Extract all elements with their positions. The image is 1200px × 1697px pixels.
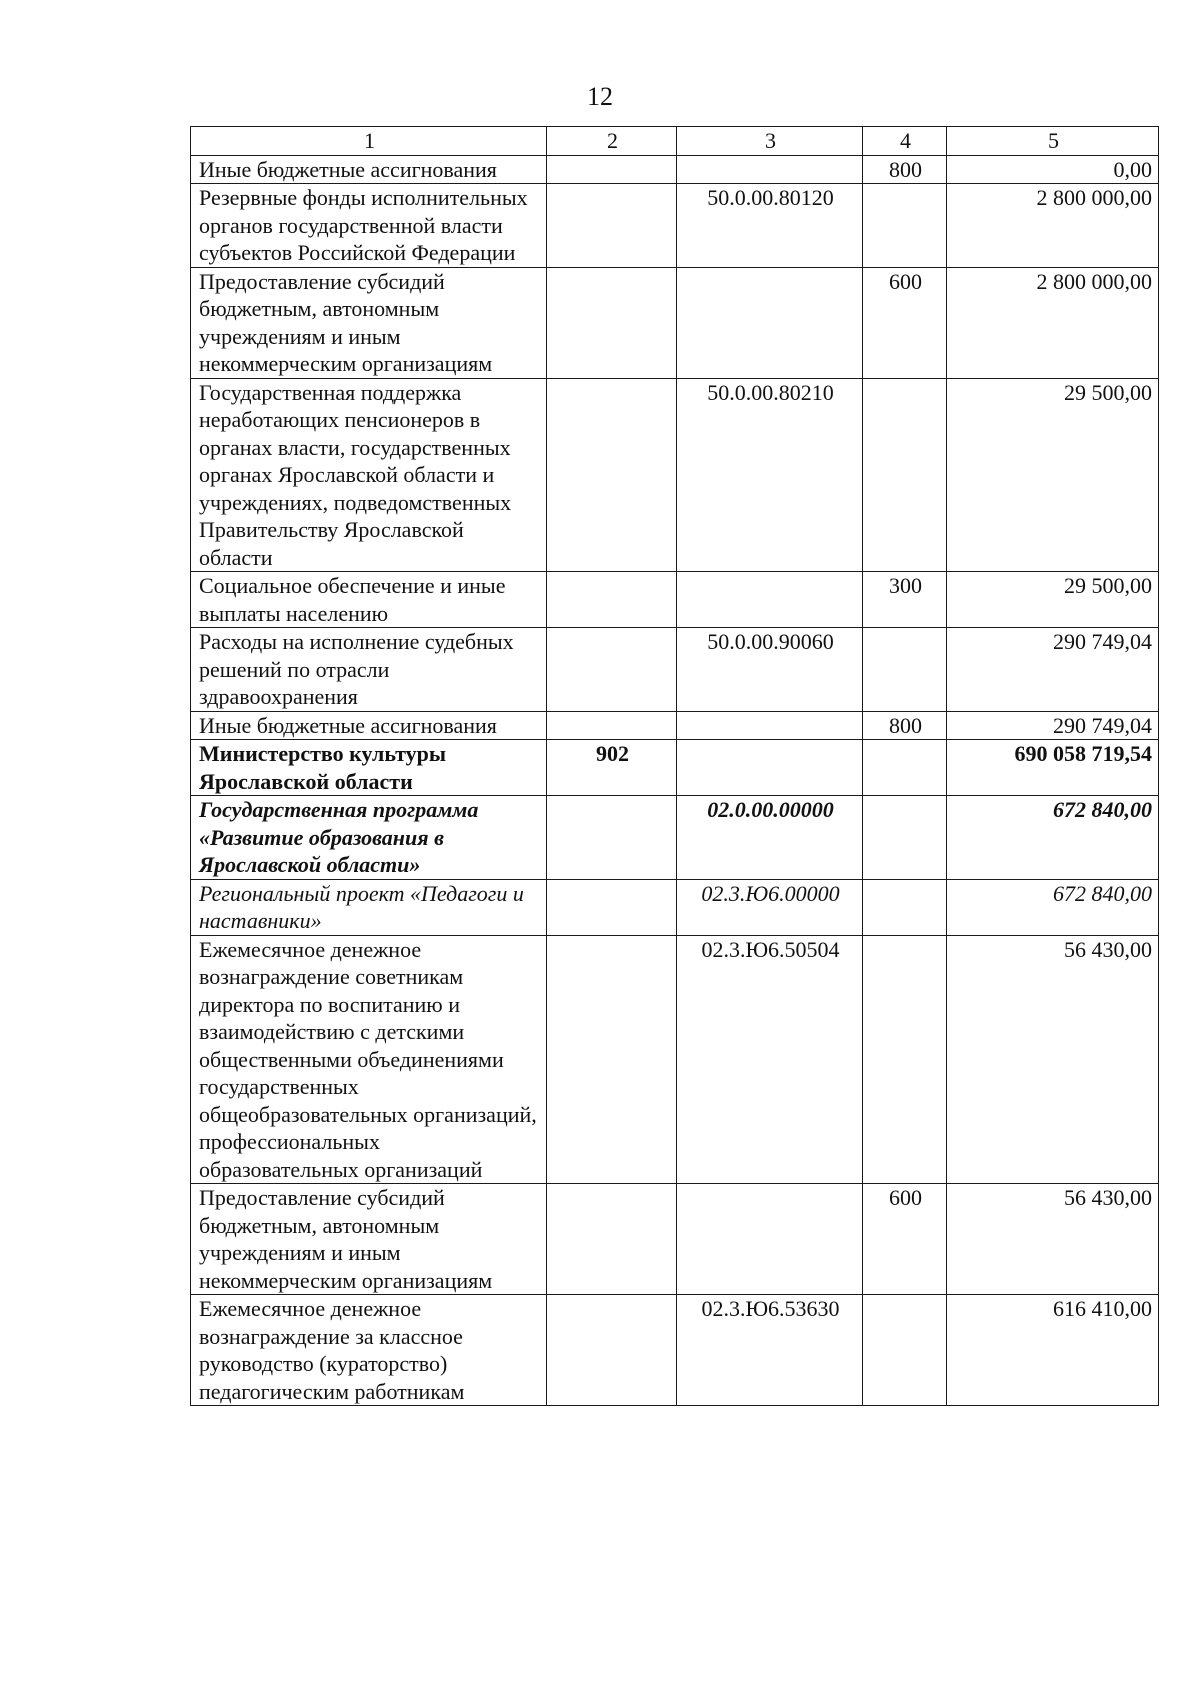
cell-name: Ежемесячное денежное вознаграждение советникам директора по воспитанию и взаимодействию с детскими общественными объединениями государственных общеобразовательных организаций, профессиональных образовательных организаций <box>191 935 547 1184</box>
cell-ministry-code <box>547 1295 677 1406</box>
cell-ministry-code <box>547 711 677 740</box>
cell-name: Предоставление субсидий бюджетным, автономным учреждениям и иным некоммерческим организациям <box>191 1184 547 1295</box>
cell-name: Предоставление субсидий бюджетным, автономным учреждениям и иным некоммерческим организациям <box>191 267 547 378</box>
cell-amount: 29 500,00 <box>947 572 1159 628</box>
header-col-3: 3 <box>677 127 863 156</box>
cell-amount: 29 500,00 <box>947 378 1159 572</box>
cell-target-article <box>677 267 863 378</box>
cell-expense-type: 300 <box>863 572 947 628</box>
header-col-1: 1 <box>191 127 547 156</box>
cell-name: Социальное обеспечение и иные выплаты населению <box>191 572 547 628</box>
cell-ministry-code <box>547 267 677 378</box>
cell-expense-type: 800 <box>863 155 947 184</box>
table-row <box>191 1184 1159 1295</box>
cell-amount: 672 840,00 <box>947 879 1159 935</box>
table-row <box>191 184 1159 268</box>
table-row <box>191 155 1159 184</box>
cell-target-article <box>677 572 863 628</box>
cell-name: Региональный проект «Педагоги и наставники» <box>191 879 547 935</box>
cell-amount: 690 058 719,54 <box>947 740 1159 796</box>
cell-name: Государственная поддержка неработающих пенсионеров в органах власти, государственных органах Ярославской области и учреждениях, подведомственных Правительству Ярославской области <box>191 378 547 572</box>
table-row <box>191 628 1159 712</box>
cell-name: Резервные фонды исполнительных органов государственной власти субъектов Российской Федерации <box>191 184 547 268</box>
cell-amount: 290 749,04 <box>947 628 1159 712</box>
table-body <box>191 155 1159 1406</box>
table-row <box>191 1295 1159 1406</box>
cell-ministry-code <box>547 378 677 572</box>
table-row <box>191 267 1159 378</box>
cell-amount: 56 430,00 <box>947 1184 1159 1295</box>
cell-amount: 2 800 000,00 <box>947 267 1159 378</box>
cell-target-article <box>677 711 863 740</box>
cell-target-article: 50.0.00.80120 <box>677 184 863 268</box>
budget-table <box>190 126 1159 1406</box>
cell-ministry-code: 902 <box>547 740 677 796</box>
page-number: 12 <box>587 82 613 111</box>
cell-name: Иные бюджетные ассигнования <box>191 711 547 740</box>
cell-target-article: 02.3.Ю6.53630 <box>677 1295 863 1406</box>
header-col-5: 5 <box>947 127 1159 156</box>
cell-amount: 0,00 <box>947 155 1159 184</box>
table-row <box>191 796 1159 880</box>
cell-target-article <box>677 1184 863 1295</box>
cell-expense-type <box>863 796 947 880</box>
cell-target-article <box>677 740 863 796</box>
cell-expense-type <box>863 740 947 796</box>
cell-target-article: 50.0.00.80210 <box>677 378 863 572</box>
table-row <box>191 935 1159 1184</box>
cell-target-article <box>677 155 863 184</box>
cell-target-article: 02.3.Ю6.00000 <box>677 879 863 935</box>
table-row <box>191 572 1159 628</box>
cell-amount: 56 430,00 <box>947 935 1159 1184</box>
cell-ministry-code <box>547 1184 677 1295</box>
cell-name: Расходы на исполнение судебных решений по отрасли здравоохранения <box>191 628 547 712</box>
cell-name: Иные бюджетные ассигнования <box>191 155 547 184</box>
cell-ministry-code <box>547 935 677 1184</box>
cell-name: Ежемесячное денежное вознаграждение за классное руководство (кураторство) педагогическим работникам <box>191 1295 547 1406</box>
cell-expense-type <box>863 935 947 1184</box>
cell-ministry-code <box>547 879 677 935</box>
cell-amount: 2 800 000,00 <box>947 184 1159 268</box>
cell-amount: 672 840,00 <box>947 796 1159 880</box>
cell-amount: 616 410,00 <box>947 1295 1159 1406</box>
cell-expense-type: 800 <box>863 711 947 740</box>
cell-expense-type: 600 <box>863 267 947 378</box>
cell-target-article: 50.0.00.90060 <box>677 628 863 712</box>
cell-expense-type <box>863 1295 947 1406</box>
table-row <box>191 378 1159 572</box>
cell-ministry-code <box>547 155 677 184</box>
cell-ministry-code <box>547 184 677 268</box>
cell-ministry-code <box>547 628 677 712</box>
cell-expense-type <box>863 184 947 268</box>
header-col-2: 2 <box>547 127 677 156</box>
cell-amount: 290 749,04 <box>947 711 1159 740</box>
table-row <box>191 711 1159 740</box>
header-col-4: 4 <box>863 127 947 156</box>
table-row <box>191 740 1159 796</box>
cell-ministry-code <box>547 572 677 628</box>
cell-ministry-code <box>547 796 677 880</box>
cell-target-article: 02.0.00.00000 <box>677 796 863 880</box>
cell-name: Государственная программа «Развитие образования в Ярославской области» <box>191 796 547 880</box>
cell-expense-type <box>863 879 947 935</box>
table-header-row <box>191 127 1159 156</box>
cell-expense-type: 600 <box>863 1184 947 1295</box>
cell-expense-type <box>863 628 947 712</box>
cell-target-article: 02.3.Ю6.50504 <box>677 935 863 1184</box>
cell-name: Министерство культуры Ярославской области <box>191 740 547 796</box>
cell-expense-type <box>863 378 947 572</box>
table-row <box>191 879 1159 935</box>
